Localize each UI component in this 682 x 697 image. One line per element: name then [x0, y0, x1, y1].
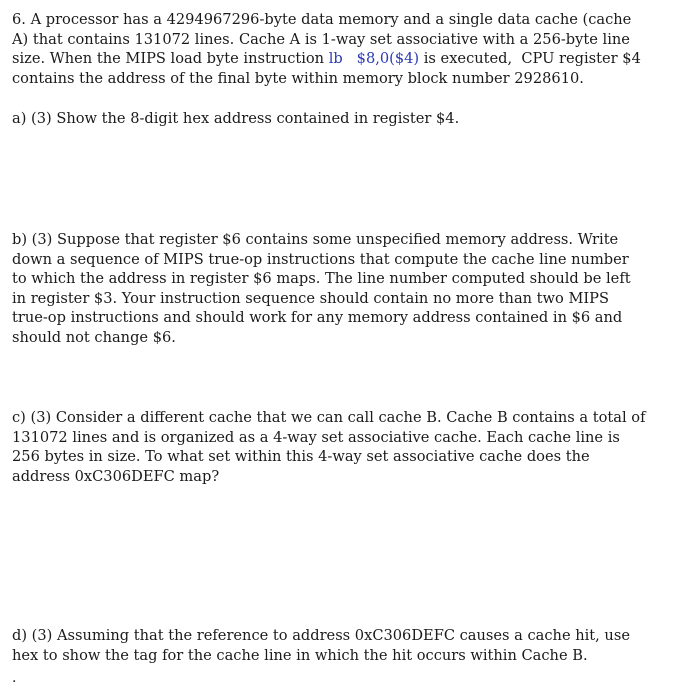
part-a	[12, 109, 652, 129]
q6-line-3-pre: size. When the MIPS load byte instruction	[12, 50, 329, 67]
part-c	[12, 408, 652, 486]
part-b-line-4: in register $3. Your instruction sequence should contain no more than two MIPS	[12, 289, 609, 307]
mips-instruction-code: lb $8,0($4)	[328, 50, 420, 67]
part-d-line-2: hex to show the tag for the cache line in which the hit occurs within Cache B.	[12, 646, 588, 664]
part-b-line-6: should not change $6.	[12, 328, 176, 346]
part-b-line-1: b) (3) Suppose that register $6 contains some unspecified memory address. Write	[12, 231, 619, 248]
part-b-line-5: true-op instructions and should work for any memory address contained in $6 and	[12, 309, 623, 326]
part-c-line-1: c) (3) Consider a different cache that we can call cache B. Cache B contains a total of	[12, 409, 646, 426]
q6-line-3-post: is executed, CPU register $4	[419, 50, 641, 67]
part-b	[12, 230, 652, 347]
part-c-line-3: 256 bytes in size. To what set within this 4-way set associative cache does the	[12, 448, 590, 465]
part-b-line-3: to which the address in register $6 maps. The line number computed should be left	[12, 270, 631, 287]
part-b-line-2: down a sequence of MIPS true-op instructions that compute the cache line number	[12, 250, 629, 268]
question-6-intro	[12, 10, 652, 88]
part-d	[12, 626, 652, 665]
part-d-line-1: d) (3) Assuming that the reference to address 0xC306DEFC causes a cache hit, use	[12, 627, 630, 644]
q6-line-4: contains the address of the final byte within memory block number 2928610.	[12, 69, 584, 87]
q6-line-1: 6. A processor has a 4294967296-byte data memory and a single data cache (cache	[12, 11, 632, 28]
q6-line-2: A) that contains 131072 lines. Cache A is 1-way set associative with a 256-byte line	[12, 30, 630, 48]
part-a-line-1: a) (3) Show the 8-digit hex address contained in register $4.	[12, 110, 460, 127]
part-c-line-2: 131072 lines and is organized as a 4-way set associative cache. Each cache line is	[12, 428, 620, 446]
q6-line-3	[12, 49, 652, 69]
trailing-mark: .	[12, 670, 17, 686]
part-c-line-4: address 0xC306DEFC map?	[12, 467, 220, 485]
